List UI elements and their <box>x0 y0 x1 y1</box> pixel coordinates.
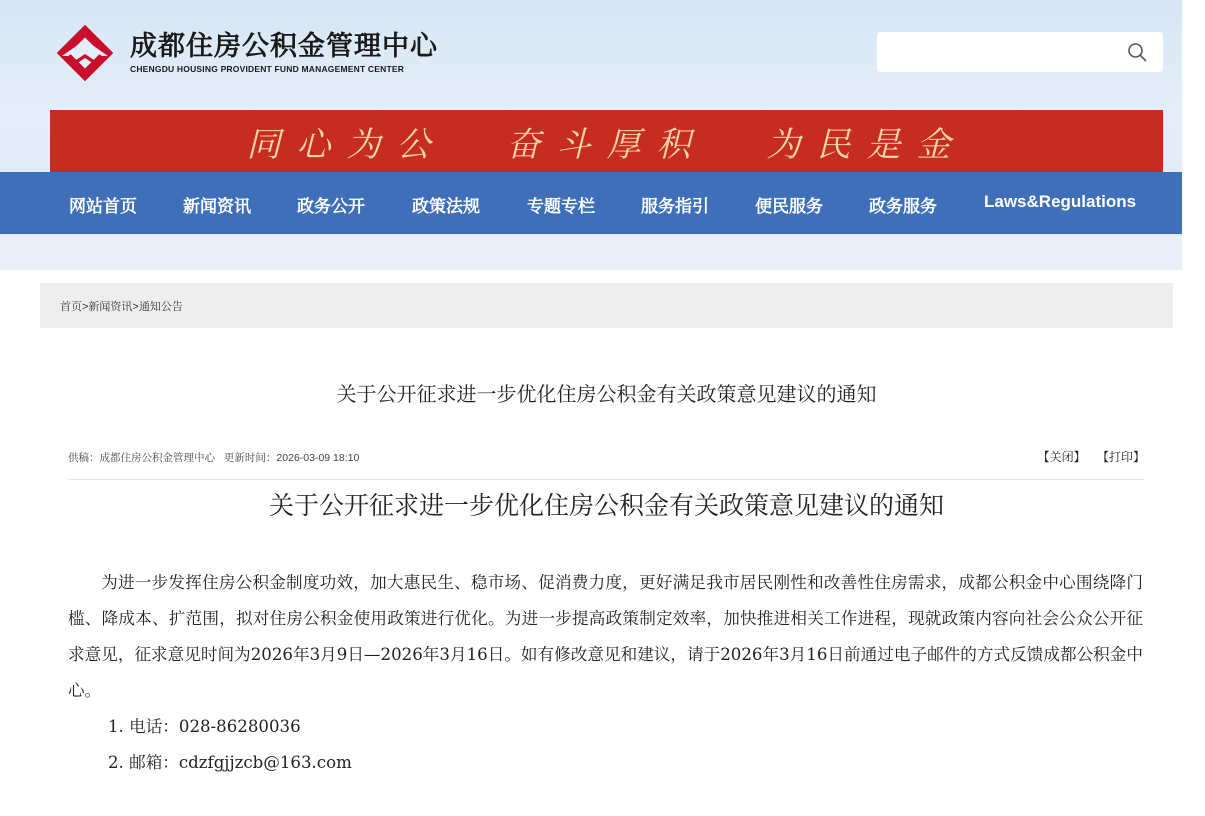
main-navigation <box>0 172 1182 234</box>
article-meta <box>68 450 1145 466</box>
nav-item-policies[interactable]: 政策法规 <box>412 197 480 216</box>
article-source: 供稿：成都住房公积金管理中心 <box>68 452 215 464</box>
article-body <box>68 565 1143 781</box>
nav-item-service-guide[interactable]: 服务指引 <box>641 197 709 216</box>
article-update-time: 更新时间：2026-03-09 18:10 <box>223 452 360 464</box>
page-title: 关于公开征求进一步优化住房公积金有关政策意见建议的通知 <box>336 384 877 406</box>
article-paragraph: 为进一步发挥住房公积金制度功效，加大惠民生、稳市场、促消费力度，更好满足我市居民刚性和改善性住房需求，成都公积金中心围绕降门槛、降成本、扩范围，拟对住房公积金使用政策进行优化。为进一步提高政策制定效率，加快推进相关工作进程，现就政策内容向社会公众公开征求意见，征求意见时间为2026年3月9日—2026年3月16日。如有修改意见和建议，请于2026年3月16日前通过电子邮件的方式反馈成都公积金中心。 <box>68 573 1143 700</box>
nav-item-government-services[interactable]: 政务服务 <box>869 197 937 216</box>
nav-item-convenience-services[interactable]: 便民服务 <box>755 197 823 216</box>
nav-item-government-affairs[interactable]: 政务公开 <box>297 197 365 216</box>
slogan-part-3: 为民是金 <box>766 124 967 165</box>
print-button[interactable]: 【打印】 <box>1096 450 1145 464</box>
logo-mark-icon <box>52 20 118 86</box>
article-title: 关于公开征求进一步优化住房公积金有关政策意见建议的通知 <box>268 491 944 520</box>
site-logo[interactable] <box>52 20 438 86</box>
nav-item-laws-regulations[interactable]: Laws&Regulations <box>984 192 1137 211</box>
close-button[interactable]: 【关闭】 <box>1037 450 1086 464</box>
nav-item-home[interactable]: 网站首页 <box>69 197 137 216</box>
breadcrumb <box>40 283 1173 328</box>
divider <box>68 479 1145 480</box>
search-input[interactable] <box>885 38 1115 66</box>
slogan-part-1: 同心为公 <box>246 124 447 165</box>
slogan-part-2: 奋斗厚积 <box>506 124 707 165</box>
contact-email: 2. 邮箱：cdzfgjjzcb@163.com <box>108 753 352 772</box>
logo-chinese-name: 成都住房公积金管理中心 <box>130 31 438 62</box>
nav-item-news[interactable]: 新闻资讯 <box>183 197 251 216</box>
slogan-banner <box>50 110 1163 172</box>
logo-english-name: CHENGDU HOUSING PROVIDENT FUND MANAGEMENT CENTER <box>130 64 405 74</box>
nav-item-topics[interactable]: 专题专栏 <box>527 197 595 216</box>
search-icon[interactable] <box>1127 42 1147 62</box>
breadcrumb-text[interactable]: 首页>新闻资讯>通知公告 <box>60 300 183 313</box>
search-box <box>877 32 1163 72</box>
contact-phone: 1. 电话：028-86280036 <box>108 717 301 736</box>
